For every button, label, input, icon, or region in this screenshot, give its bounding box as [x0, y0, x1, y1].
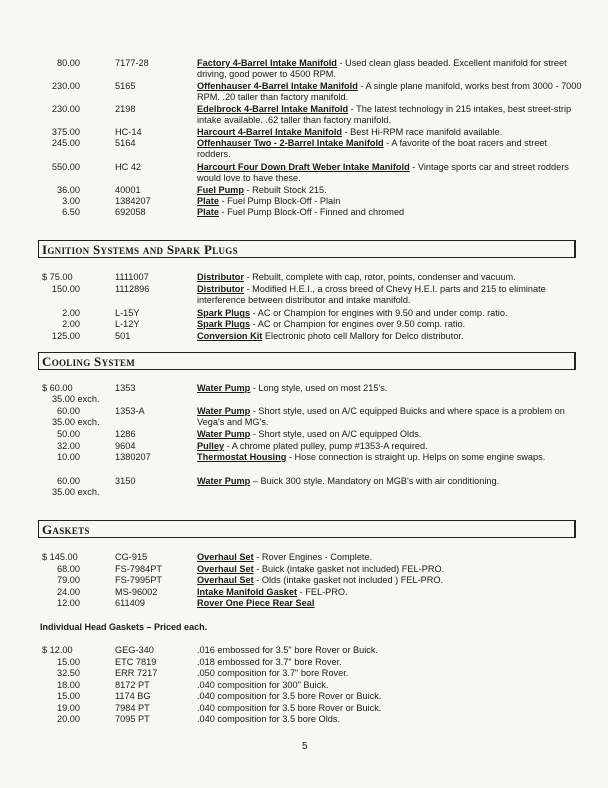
- description: [197, 452, 582, 463]
- item-text: - AC or Champion for engines with 9.50 and under comp. ratio.: [250, 308, 508, 318]
- part-number: HC-14: [115, 127, 142, 137]
- part-number: FS-7984PT: [115, 564, 162, 574]
- price: 230.00: [51, 81, 80, 91]
- description: [197, 476, 582, 487]
- item-text: - Rebuilt Stock 215.: [243, 185, 327, 195]
- price: 20.00: [57, 714, 80, 724]
- item-text: - The latest technology in 215 intakes, best street-strip intake available. .62 taller than factory manifold.: [197, 104, 572, 125]
- item-title: Thermostat Housing: [197, 452, 287, 462]
- item-text: - Hose connection is straight up. Helps on some engine swaps.: [286, 452, 546, 462]
- item-text: - Olds (intake gasket not included ) FEL-PRO.: [253, 575, 444, 585]
- item-title: Offenhauser Two - 2-Barrel Intake Manifold: [197, 138, 384, 148]
- item-title: Overhaul Set: [197, 552, 254, 562]
- description: [197, 81, 582, 103]
- part-number: L-15Y: [115, 308, 140, 318]
- price: $ 145.00: [42, 552, 78, 562]
- section-title: Ignition Systems and Spark Plugs: [42, 242, 238, 257]
- description: [197, 185, 582, 196]
- price: 19.00: [57, 703, 80, 713]
- section-header-ignition: [38, 240, 576, 258]
- description: [197, 552, 582, 563]
- price: 68.00: [57, 564, 80, 574]
- item-text: - Vintage sports car and street rodders would love to have these.: [197, 162, 569, 183]
- item-title: Water Pump: [197, 476, 251, 486]
- part-number: MS-96002: [115, 587, 158, 597]
- description: [197, 104, 582, 126]
- part-number: 9604: [115, 441, 136, 451]
- price: 79.00: [57, 575, 80, 585]
- part-number: 1111007: [115, 272, 149, 282]
- item-text: - A single plane manifold, works best from 3000 - 7000 RPM. .20 taller than factory manifold.: [197, 81, 582, 102]
- part-number: 5164: [115, 138, 136, 148]
- part-number: 7984 PT: [115, 703, 150, 713]
- price: 2.00: [62, 319, 80, 329]
- description: .040 composition for 300" Buick.: [197, 680, 329, 690]
- part-number: 5165: [115, 81, 136, 91]
- item-text: - Used clean glass beaded. Excellent manifold for street driving, good power to 4500 RPM.: [197, 58, 567, 79]
- part-number: 501: [115, 331, 131, 341]
- item-title: Harcourt 4-Barrel Intake Manifold: [197, 127, 342, 137]
- price: 18.00: [57, 680, 80, 690]
- part-number: 3150: [115, 476, 136, 486]
- exchange-price-value: 35.00 exch.: [52, 487, 100, 497]
- price: 550.00: [51, 162, 80, 172]
- description: [197, 196, 582, 207]
- description: [197, 598, 582, 609]
- description: [197, 406, 582, 428]
- part-number: 1380207: [115, 452, 151, 462]
- item-title: Pulley: [197, 441, 225, 451]
- part-number: 2198: [115, 104, 136, 114]
- price: 10.00: [57, 452, 80, 462]
- description: [197, 383, 582, 394]
- part-number: 1384207: [115, 196, 151, 206]
- section-title: Cooling System: [42, 354, 136, 369]
- price: 375.00: [51, 127, 80, 137]
- item-title: Overhaul Set: [197, 564, 254, 574]
- description: [197, 284, 582, 306]
- item-title: Distributor: [197, 284, 244, 294]
- part-number: L-12Y: [115, 319, 140, 329]
- price: 32.00: [57, 441, 80, 451]
- item-text: - Fuel Pump Block-Off - Finned and chromed: [218, 207, 405, 217]
- item-text: - Fuel Pump Block-Off - Plain: [218, 196, 341, 206]
- description: .040 composition for 3.5 bore Rover or Buick.: [197, 703, 382, 713]
- item-text: - Buick (intake gasket not included) FEL-PRO.: [253, 564, 445, 574]
- part-number: 1174 BG: [115, 691, 151, 701]
- item-title: Spark Plugs: [197, 319, 251, 329]
- item-title: Spark Plugs: [197, 308, 251, 318]
- description: [197, 319, 582, 330]
- item-title: Water Pump: [197, 429, 251, 439]
- part-number: CG-915: [115, 552, 148, 562]
- description: [197, 441, 582, 452]
- item-text: - AC or Champion for engines over 9.50 comp. ratio.: [250, 319, 466, 329]
- price: 15.00: [57, 657, 80, 667]
- description: .016 embossed for 3.5" bore Rover or Buick.: [197, 645, 378, 655]
- exchange-price-value: 35.00 exch.: [52, 417, 100, 427]
- part-number: 8172 PT: [115, 680, 150, 690]
- item-text: - Long style, used on most 215's.: [250, 383, 388, 393]
- part-number: FS-7995PT: [115, 575, 162, 585]
- description: [197, 207, 582, 218]
- price: 36.00: [57, 185, 80, 195]
- item-title: Offenhauser 4-Barrel Intake Manifold: [197, 81, 358, 91]
- description: [197, 587, 582, 598]
- item-text: - Short style, used on A/C equipped Olds.: [250, 429, 422, 439]
- part-number: ETC 7819: [115, 657, 157, 667]
- item-title: Edelbrock 4-Barrel Intake Manifold: [197, 104, 349, 114]
- part-number: 692058: [115, 207, 146, 217]
- part-number: 7177-28: [115, 58, 149, 68]
- item-text: - Short style, used on A/C equipped Buicks and where space is a problem on Vega's and MG's.: [197, 406, 565, 427]
- part-number: 40001: [115, 185, 141, 195]
- item-text: - A favorite of the boat racers and street rodders.: [197, 138, 548, 159]
- price: 6.50: [62, 207, 80, 217]
- item-text: - Modified H.E.I., a cross breed of Chevy H.E.I. parts and 215 to eliminate interference between distributor and intake manifold.: [197, 284, 546, 305]
- price: 60.00: [57, 476, 80, 486]
- price: 245.00: [51, 138, 80, 148]
- part-number: ERR 7217: [115, 668, 158, 678]
- description: [197, 308, 582, 319]
- item-title: Intake Manifold Gasket: [197, 587, 298, 597]
- item-title: Plate: [197, 207, 219, 217]
- description: .040 composition for 3.5 bore Rover or Buick.: [197, 691, 382, 701]
- page-number: 5: [302, 741, 308, 752]
- item-text: - Rebuilt, complete with cap, rotor, points, condenser and vacuum.: [243, 272, 516, 282]
- item-title: Water Pump: [197, 406, 251, 416]
- item-text: Electronic photo cell Mallory for Delco distributor.: [262, 331, 464, 341]
- item-title: Factory 4-Barrel Intake Manifold: [197, 58, 337, 68]
- section-title: Gaskets: [42, 522, 90, 537]
- price: 150.00: [51, 284, 80, 294]
- item-text: - A chrome plated pulley, pump #1353-A required.: [224, 441, 428, 451]
- price: $ 12.00: [42, 645, 73, 655]
- price: 3.00: [62, 196, 80, 206]
- item-title: Conversion Kit: [197, 331, 263, 341]
- price: 60.00: [57, 406, 80, 416]
- item-title: Fuel Pump: [197, 185, 244, 195]
- description: [197, 575, 582, 586]
- part-number: 1112896: [115, 284, 150, 294]
- item-text: - Best Hi-RPM race manifold available.: [342, 127, 503, 137]
- part-number: 7095 PT: [115, 714, 150, 724]
- part-number: 1353: [115, 383, 136, 393]
- price: 24.00: [57, 587, 80, 597]
- price: 125.00: [51, 331, 80, 341]
- item-title: Rover One Piece Rear Seal: [197, 598, 315, 608]
- price: 230.00: [51, 104, 80, 114]
- price: $ 75.00: [42, 272, 73, 282]
- item-title: Water Pump: [197, 383, 251, 393]
- item-text: - Rover Engines - Complete.: [253, 552, 373, 562]
- description: [197, 138, 582, 160]
- section-header-cooling: [38, 352, 576, 370]
- part-number: GEG-340: [115, 645, 154, 655]
- price: 15.00: [57, 691, 80, 701]
- description: [197, 58, 582, 80]
- subheading: Individual Head Gaskets – Priced each.: [40, 622, 208, 632]
- description: [197, 331, 582, 342]
- price: 32.50: [57, 668, 80, 678]
- exchange-price-value: 35.00 exch.: [52, 394, 100, 404]
- price: 50.00: [57, 429, 80, 439]
- price: 2.00: [62, 308, 80, 318]
- item-text: – Buick 300 style. Mandatory on MGB's with air conditioning.: [250, 476, 500, 486]
- description: .040 composition for 3.5 bore Olds.: [197, 714, 340, 724]
- part-number: 1353-A: [115, 406, 145, 416]
- description: [197, 429, 582, 440]
- item-title: Harcourt Four Down Draft Weber Intake Manifold: [197, 162, 410, 172]
- item-title: Overhaul Set: [197, 575, 254, 585]
- section-header-gaskets: [38, 520, 576, 538]
- description: [197, 272, 582, 283]
- price: 12.00: [57, 598, 80, 608]
- description: [197, 127, 582, 138]
- description: .050 composition for 3.7" bore Rover.: [197, 668, 349, 678]
- description: [197, 162, 582, 184]
- item-title: Distributor: [197, 272, 244, 282]
- part-number: 1286: [115, 429, 136, 439]
- price: 80.00: [57, 58, 80, 68]
- part-number: HC 42: [115, 162, 142, 172]
- description: [197, 564, 582, 575]
- part-number: 611409: [115, 598, 145, 608]
- description: .018 embossed for 3.7" bore Rover.: [197, 657, 342, 667]
- price: $ 60.00: [42, 383, 73, 393]
- item-text: - FEL-PRO.: [297, 587, 348, 597]
- item-title: Plate: [197, 196, 219, 206]
